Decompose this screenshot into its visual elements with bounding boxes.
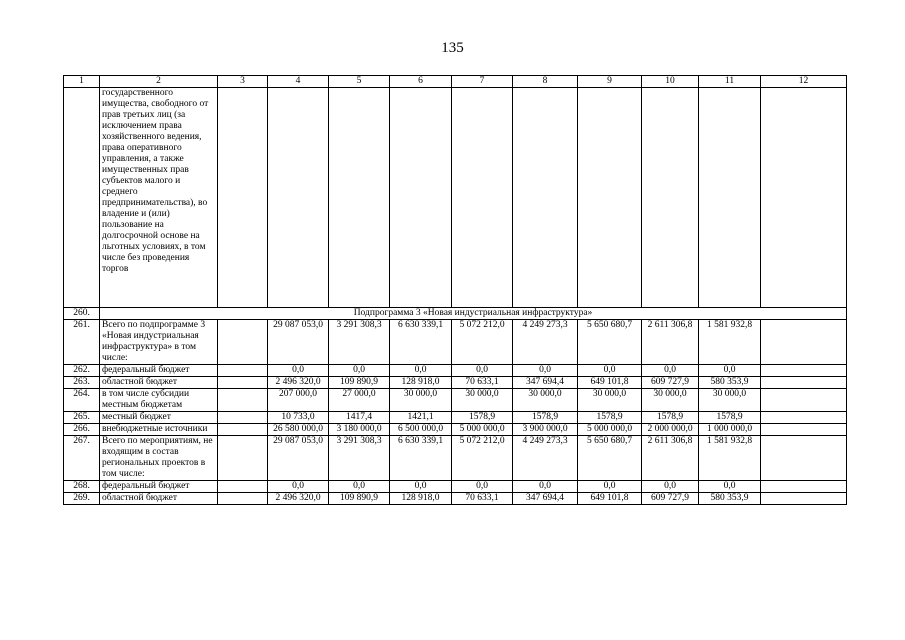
value-cell: 30 000,0 <box>578 389 642 412</box>
row-number: 268. <box>64 481 100 493</box>
empty-cell <box>642 88 699 308</box>
empty-cell <box>452 88 513 308</box>
row-name: Всего по подпрограмме 3 «Новая индустриальная инфраструктура» в том числе: <box>100 320 218 365</box>
header-cell: 9 <box>578 76 642 88</box>
header-cell: 10 <box>642 76 699 88</box>
value-cell: 1578,9 <box>642 412 699 424</box>
row-name: внебюджетные источники <box>100 424 218 436</box>
header-cell: 6 <box>390 76 452 88</box>
value-cell: 3 900 000,0 <box>513 424 578 436</box>
col3-cell <box>218 436 268 481</box>
row-name: федеральный бюджет <box>100 365 218 377</box>
row-name: федеральный бюджет <box>100 481 218 493</box>
row-number: 261. <box>64 320 100 365</box>
col12-cell <box>761 412 847 424</box>
value-cell: 10 733,0 <box>268 412 329 424</box>
table-row <box>64 365 847 377</box>
value-cell: 207 000,0 <box>268 389 329 412</box>
header-cell: 1 <box>64 76 100 88</box>
value-cell: 0,0 <box>268 481 329 493</box>
value-cell: 3 291 308,3 <box>329 320 390 365</box>
row-name: местный бюджет <box>100 412 218 424</box>
value-cell: 0,0 <box>452 481 513 493</box>
page-number: 135 <box>441 40 464 56</box>
value-cell: 3 180 000,0 <box>329 424 390 436</box>
value-cell: 0,0 <box>578 481 642 493</box>
col12-cell <box>761 424 847 436</box>
value-cell: 70 633,1 <box>452 493 513 505</box>
table-row <box>64 493 847 505</box>
value-cell: 1 000 000,0 <box>699 424 761 436</box>
col12-cell <box>761 320 847 365</box>
row-number: 265. <box>64 412 100 424</box>
row-number: 266. <box>64 424 100 436</box>
header-cell: 5 <box>329 76 390 88</box>
col3-cell <box>218 424 268 436</box>
empty-cell <box>329 88 390 308</box>
value-cell: 128 918,0 <box>390 493 452 505</box>
value-cell: 5 072 212,0 <box>452 320 513 365</box>
value-cell: 1578,9 <box>578 412 642 424</box>
value-cell: 5 000 000,0 <box>578 424 642 436</box>
header-cell: 11 <box>699 76 761 88</box>
col3-cell <box>218 481 268 493</box>
value-cell: 5 650 680,7 <box>578 436 642 481</box>
col3-cell <box>218 389 268 412</box>
col12-cell <box>761 481 847 493</box>
value-cell: 609 727,9 <box>642 493 699 505</box>
value-cell: 5 650 680,7 <box>578 320 642 365</box>
header-cell: 4 <box>268 76 329 88</box>
value-cell: 5 072 212,0 <box>452 436 513 481</box>
value-cell: 27 000,0 <box>329 389 390 412</box>
value-cell: 4 249 273,3 <box>513 320 578 365</box>
value-cell: 2 496 320,0 <box>268 377 329 389</box>
col3-cell <box>218 320 268 365</box>
value-cell: 29 087 053,0 <box>268 320 329 365</box>
value-cell: 30 000,0 <box>699 389 761 412</box>
row-number: 267. <box>64 436 100 481</box>
table-row <box>64 320 847 365</box>
value-cell: 2 496 320,0 <box>268 493 329 505</box>
empty-cell <box>761 88 847 308</box>
header-cell: 3 <box>218 76 268 88</box>
col3-cell <box>218 377 268 389</box>
value-cell: 1 581 932,8 <box>699 320 761 365</box>
value-cell: 0,0 <box>642 481 699 493</box>
value-cell: 29 087 053,0 <box>268 436 329 481</box>
value-cell: 30 000,0 <box>390 389 452 412</box>
value-cell: 347 694,4 <box>513 377 578 389</box>
value-cell: 347 694,4 <box>513 493 578 505</box>
subprogram-title: Подпрограмма 3 «Новая индустриальная инфраструктура» <box>100 308 847 320</box>
col12-cell <box>761 389 847 412</box>
table-row <box>64 481 847 493</box>
value-cell: 609 727,9 <box>642 377 699 389</box>
value-cell: 2 611 306,8 <box>642 320 699 365</box>
empty-cell <box>699 88 761 308</box>
row-number: 264. <box>64 389 100 412</box>
subprogram-row <box>64 308 847 320</box>
value-cell: 0,0 <box>699 481 761 493</box>
header-cell: 7 <box>452 76 513 88</box>
value-cell: 0,0 <box>578 365 642 377</box>
continued-text: государственного имущества, свободного от прав третьих лиц (за исключением права хозяйственного ведения, права оперативного управления, а также имущественных прав субъектов малого и среднего предпринимательства), во владение и (или) пользование на долгосрочной основе на льготных условиях, в том числе без проведения торгов <box>100 88 218 308</box>
col12-cell <box>761 365 847 377</box>
col3-cell <box>218 365 268 377</box>
continued-row <box>64 88 847 308</box>
value-cell: 0,0 <box>390 481 452 493</box>
table-row <box>64 377 847 389</box>
value-cell: 109 890,9 <box>329 493 390 505</box>
value-cell: 1417,4 <box>329 412 390 424</box>
row-number: 269. <box>64 493 100 505</box>
col12-cell <box>761 493 847 505</box>
value-cell: 1 581 932,8 <box>699 436 761 481</box>
empty-cell <box>390 88 452 308</box>
table-row <box>64 436 847 481</box>
value-cell: 3 291 308,3 <box>329 436 390 481</box>
value-cell: 1578,9 <box>699 412 761 424</box>
value-cell: 1421,1 <box>390 412 452 424</box>
value-cell: 0,0 <box>642 365 699 377</box>
value-cell: 26 580 000,0 <box>268 424 329 436</box>
value-cell: 0,0 <box>452 365 513 377</box>
table-row <box>64 412 847 424</box>
row-name: областной бюджет <box>100 377 218 389</box>
value-cell: 2 000 000,0 <box>642 424 699 436</box>
value-cell: 580 353,9 <box>699 493 761 505</box>
value-cell: 4 249 273,3 <box>513 436 578 481</box>
col12-cell <box>761 377 847 389</box>
header-row <box>64 76 847 88</box>
row-name: в том числе субсидии местным бюджетам <box>100 389 218 412</box>
value-cell: 6 630 339,1 <box>390 436 452 481</box>
value-cell: 2 611 306,8 <box>642 436 699 481</box>
header-cell: 8 <box>513 76 578 88</box>
row-name: областной бюджет <box>100 493 218 505</box>
value-cell: 6 500 000,0 <box>390 424 452 436</box>
value-cell: 649 101,8 <box>578 493 642 505</box>
value-cell: 649 101,8 <box>578 377 642 389</box>
row-number: 263. <box>64 377 100 389</box>
table-row <box>64 424 847 436</box>
header-cell: 12 <box>761 76 847 88</box>
value-cell: 30 000,0 <box>452 389 513 412</box>
table-row <box>64 389 847 412</box>
row-name: Всего по мероприятиям, не входящим в состав региональных проектов в том числе: <box>100 436 218 481</box>
value-cell: 5 000 000,0 <box>452 424 513 436</box>
col12-cell <box>761 436 847 481</box>
row-number-cell <box>64 88 100 308</box>
header-cell: 2 <box>100 76 218 88</box>
value-cell: 0,0 <box>390 365 452 377</box>
row-number: 262. <box>64 365 100 377</box>
value-cell: 1578,9 <box>513 412 578 424</box>
value-cell: 580 353,9 <box>699 377 761 389</box>
value-cell: 0,0 <box>329 365 390 377</box>
value-cell: 109 890,9 <box>329 377 390 389</box>
value-cell: 6 630 339,1 <box>390 320 452 365</box>
value-cell: 0,0 <box>513 481 578 493</box>
value-cell: 1578,9 <box>452 412 513 424</box>
empty-cell <box>578 88 642 308</box>
empty-cell <box>513 88 578 308</box>
value-cell: 0,0 <box>268 365 329 377</box>
empty-cell <box>268 88 329 308</box>
value-cell: 0,0 <box>329 481 390 493</box>
budget-table <box>63 75 847 505</box>
row-number: 260. <box>64 308 100 320</box>
value-cell: 30 000,0 <box>513 389 578 412</box>
col3-cell <box>218 493 268 505</box>
col3-cell <box>218 412 268 424</box>
value-cell: 30 000,0 <box>642 389 699 412</box>
value-cell: 128 918,0 <box>390 377 452 389</box>
empty-cell <box>218 88 268 308</box>
value-cell: 70 633,1 <box>452 377 513 389</box>
value-cell: 0,0 <box>699 365 761 377</box>
value-cell: 0,0 <box>513 365 578 377</box>
